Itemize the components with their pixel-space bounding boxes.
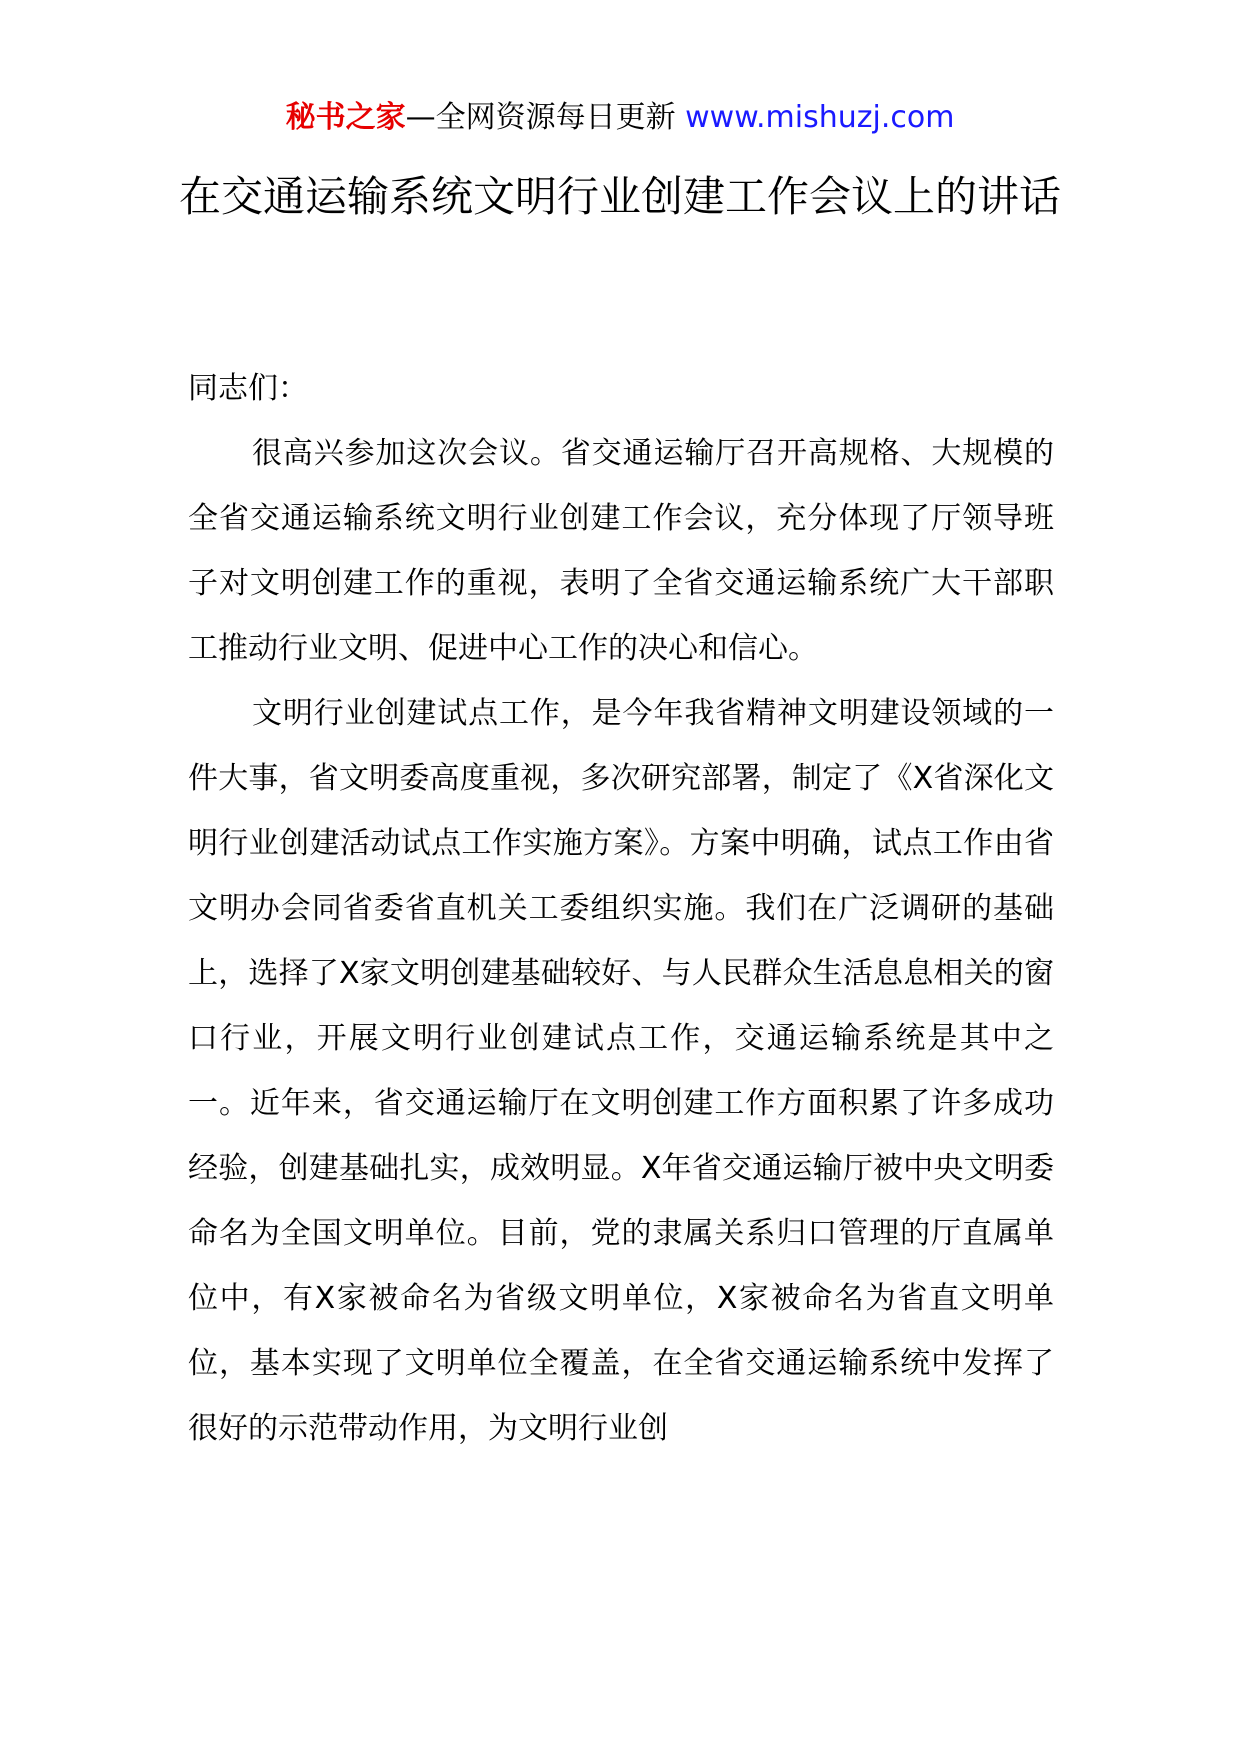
document-body xyxy=(188,356,1054,1461)
site-url-link[interactable]: www.mishuzj.com xyxy=(685,100,955,135)
document-title: 在交通运输系统文明行业创建工作会议上的讲话 xyxy=(178,172,1061,221)
site-slogan: —全网资源每日更新 xyxy=(405,100,676,135)
paragraph-1: 很高兴参加这次会议。省交通运输厅召开高规格、大规模的全省交通运输系统文明行业创建工作会议，充分体现了厅领导班子对文明创建工作的重视，表明了全省交通运输系统广大干部职工推动行业文明、促进中心工作的决心和信心。 xyxy=(188,436,1054,666)
salutation: 同志们： xyxy=(188,371,308,406)
paragraph-2: 文明行业创建试点工作，是今年我省精神文明建设领域的一件大事，省文明委高度重视，多次研究部署，制定了《X省深化文明行业创建活动试点工作实施方案》。方案中明确，试点工作由省文明办会同省委省直机关工委组织实施。我们在广泛调研的基础上，选择了X家文明创建基础较好、与人民群众生活息息相关的窗口行业，开展文明行业创建试点工作，交通运输系统是其中之一。近年来，省交通运输厅在文明创建工作方面积累了许多成功经验，创建基础扎实，成效明显。X年省交通运输厅被中央文明委命名为全国文明单位。目前，党的隶属关系归口管理的厅直属单位中，有X家被命名为省级文明单位，X家被命名为省直文明单位，基本实现了文明单位全覆盖，在全省交通运输系统中发挥了很好的示范带动作用，为文明行业创 xyxy=(188,696,1054,1446)
site-header xyxy=(0,98,1240,138)
site-brand: 秘书之家 xyxy=(285,100,406,135)
